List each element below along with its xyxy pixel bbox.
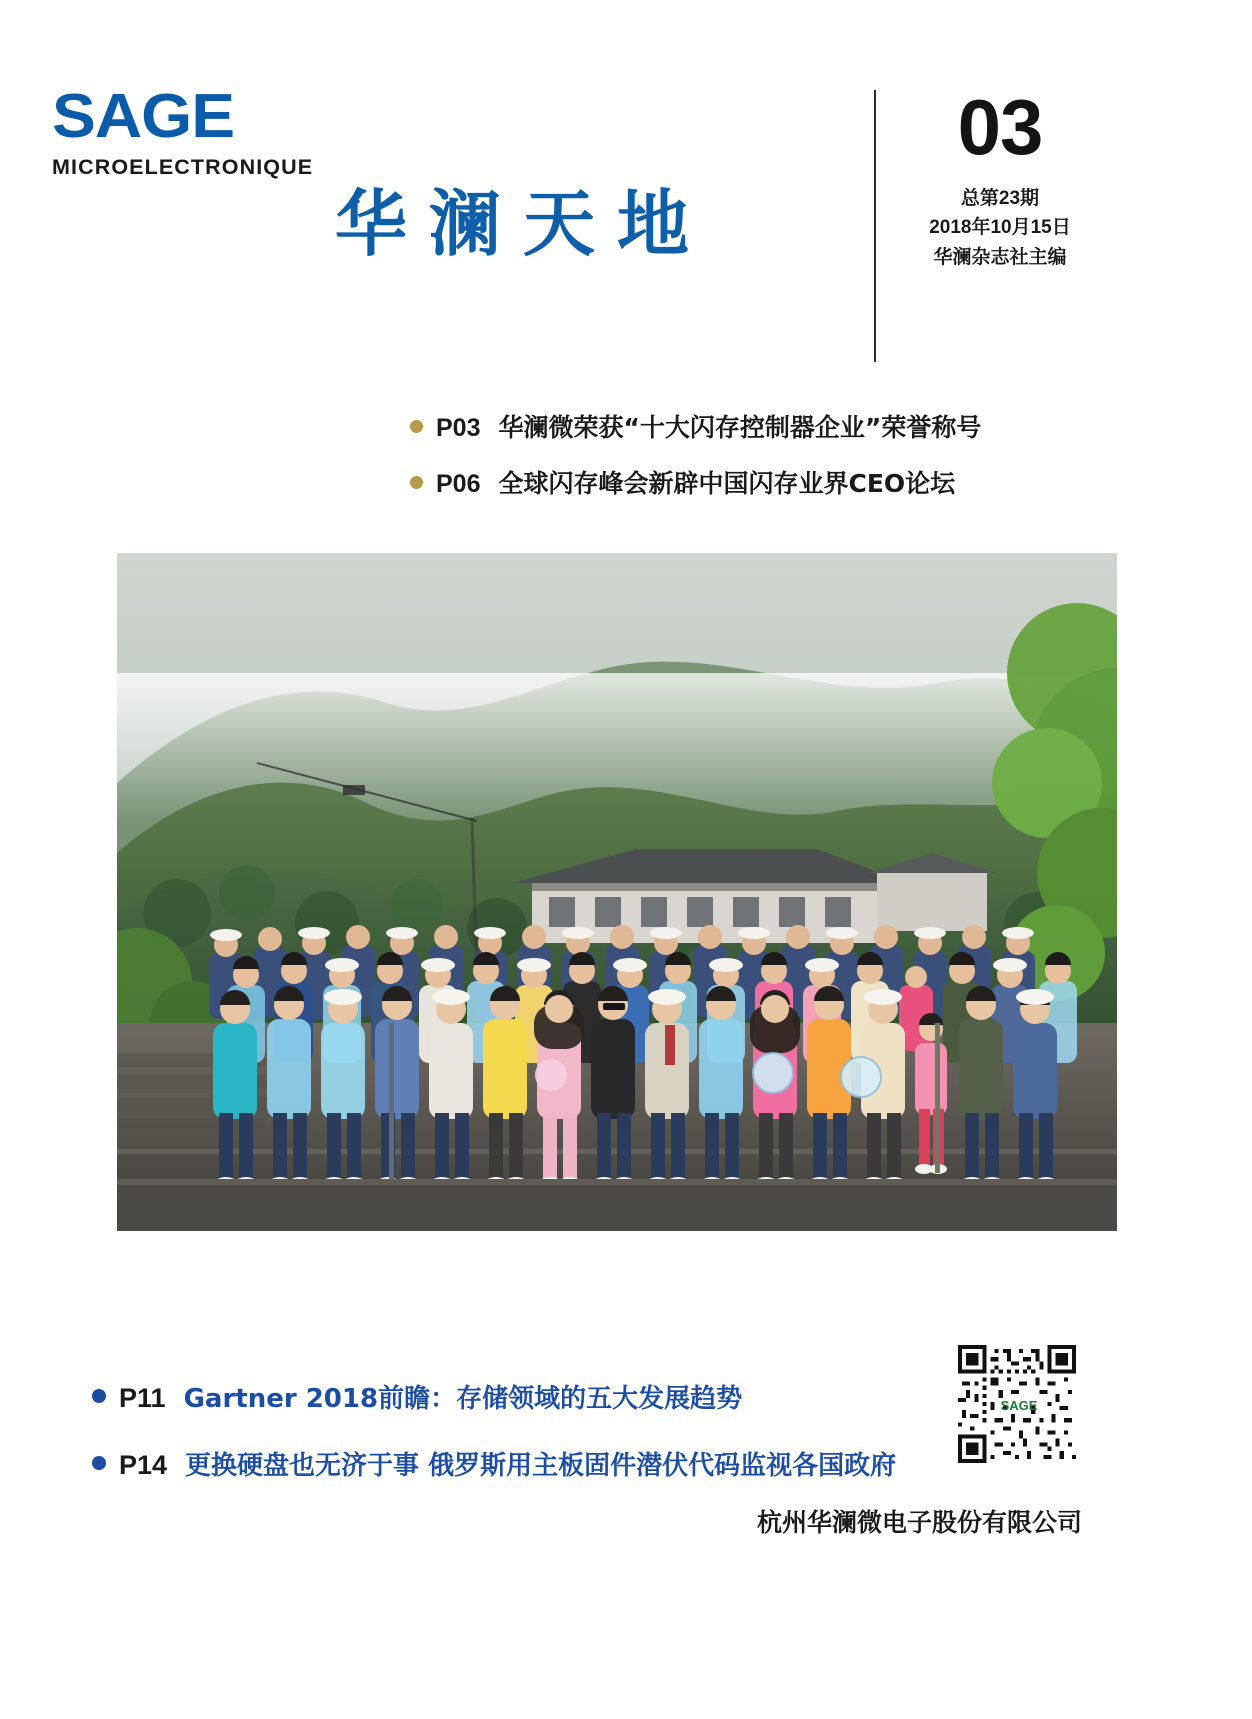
toc-page-number: P06: [436, 470, 481, 498]
toc-item[interactable]: [410, 464, 1170, 500]
toc-title: 华澜微荣获“十大闪存控制器企业”荣誉称号: [498, 413, 982, 442]
issue-meta: [900, 184, 1100, 272]
footer-company: 杭州华澜微电子股份有限公司: [756, 1508, 1082, 1537]
sage-logo: [52, 82, 352, 180]
logo-wordmark: SAGE: [52, 82, 235, 151]
bullet-icon: [410, 420, 423, 433]
bullet-icon: [410, 476, 423, 489]
issue-date: 2018年10月15日: [929, 217, 1071, 239]
issue-block: [900, 83, 1100, 272]
svg-text:SAGE: SAGE: [1000, 1398, 1038, 1414]
issue-number: 03: [957, 83, 1043, 171]
issue-editor: 华澜杂志社主编: [933, 246, 1067, 268]
cover-photo: [117, 553, 1117, 1231]
qr-code[interactable]: [958, 1345, 1076, 1463]
bullet-icon: [92, 1456, 106, 1470]
toc-top: [410, 408, 1170, 520]
toc-title: Gartner 2018前瞻：存储领域的五大发展趋势: [183, 1384, 743, 1414]
bullet-icon: [92, 1389, 106, 1403]
toc-page-number: P14: [119, 1450, 168, 1480]
toc-title: 全球闪存峰会新辟中国闪存业界CEO论坛: [498, 469, 956, 498]
toc-item[interactable]: [410, 408, 1170, 444]
header-divider: [874, 90, 876, 362]
toc-page-number: P03: [436, 414, 481, 442]
cover-header: [0, 78, 1252, 298]
toc-title: 更换硬盘也无济于事 俄罗斯用主板固件潜伏代码监视各国政府: [185, 1451, 897, 1481]
toc-page-number: P11: [119, 1383, 166, 1413]
logo-subtitle: MICROELECTRONIQUE: [52, 155, 314, 179]
masthead-title: 华澜天地: [335, 181, 712, 266]
issue-total: 总第23期: [960, 188, 1040, 209]
